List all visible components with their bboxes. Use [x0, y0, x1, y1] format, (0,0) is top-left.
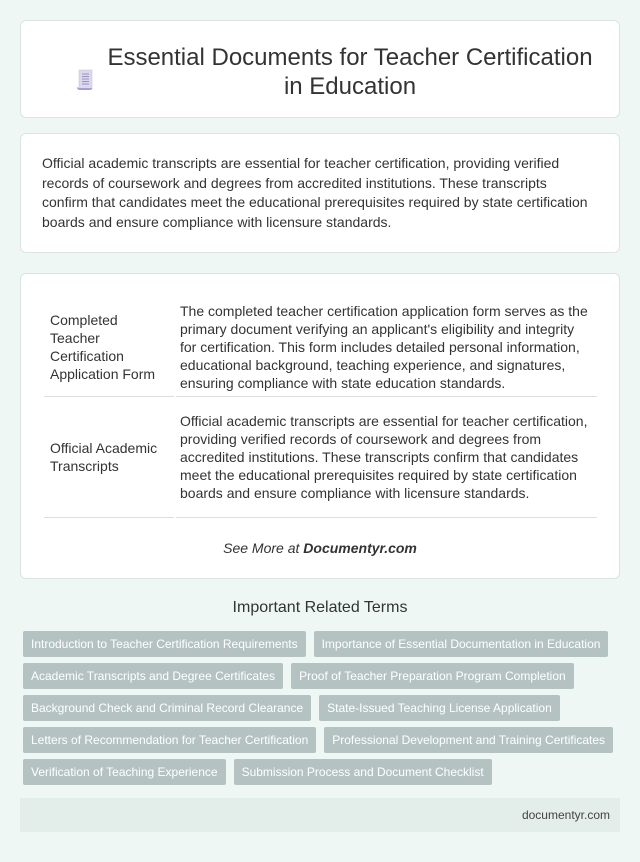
related-term-tag[interactable]: Professional Development and Training Certificates	[324, 727, 613, 753]
footer-bar	[20, 798, 620, 832]
related-term-tag[interactable]: Proof of Teacher Preparation Program Completion	[291, 663, 574, 689]
related-terms-title: Important Related Terms	[232, 599, 408, 616]
intro-text: Official academic transcripts are essential for teacher certification, providing verified records of coursework and degrees from accredited institutions. These transcripts confirm that candidates meet the educational prerequisites required by state certification boards and ensure compliance with licensure standards.	[42, 155, 588, 230]
table-row	[44, 397, 597, 518]
table-row	[44, 298, 597, 397]
header-card	[20, 20, 620, 118]
related-term-tag[interactable]: Letters of Recommendation for Teacher Certification	[23, 727, 316, 753]
see-more-link[interactable]: Documentyr.com	[303, 540, 417, 556]
related-term-tag[interactable]: Background Check and Criminal Record Clearance	[23, 695, 311, 721]
see-more-line	[21, 540, 619, 556]
related-term-tag[interactable]: Introduction to Teacher Certification Requirements	[23, 631, 306, 657]
documents-table-card	[20, 273, 620, 579]
related-terms-list	[23, 631, 623, 785]
document-scroll-icon	[77, 69, 93, 91]
intro-card	[20, 133, 620, 253]
row-description: Official academic transcripts are essential for teacher certification, providing verified records of coursework and degrees from accredited institutions. These transcripts confirm that candidates meet the educational prerequisites required by state certification boards and ensure compliance with licensure standards.	[176, 397, 597, 518]
related-term-tag[interactable]: Submission Process and Document Checklist	[234, 759, 492, 785]
row-term: Completed Teacher Certification Application Form	[44, 298, 174, 397]
footer-site-link[interactable]: documentyr.com	[521, 808, 610, 822]
related-term-tag[interactable]: State-Issued Teaching License Application	[319, 695, 560, 721]
documents-table	[42, 298, 599, 518]
row-description: The completed teacher certification application form serves as the primary document verifying an applicant's eligibility and integrity for certification. This form includes detailed personal information, educational background, teaching experience, and signatures, ensuring compliance with state education standards.	[176, 298, 597, 397]
see-more-prefix: See More at	[223, 540, 304, 556]
row-term: Official Academic Transcripts	[44, 397, 174, 518]
related-term-tag[interactable]: Academic Transcripts and Degree Certificates	[23, 663, 283, 689]
page-title: Essential Documents for Teacher Certification in Education	[107, 44, 593, 100]
related-term-tag[interactable]: Verification of Teaching Experience	[23, 759, 226, 785]
related-term-tag[interactable]: Importance of Essential Documentation in Education	[314, 631, 609, 657]
